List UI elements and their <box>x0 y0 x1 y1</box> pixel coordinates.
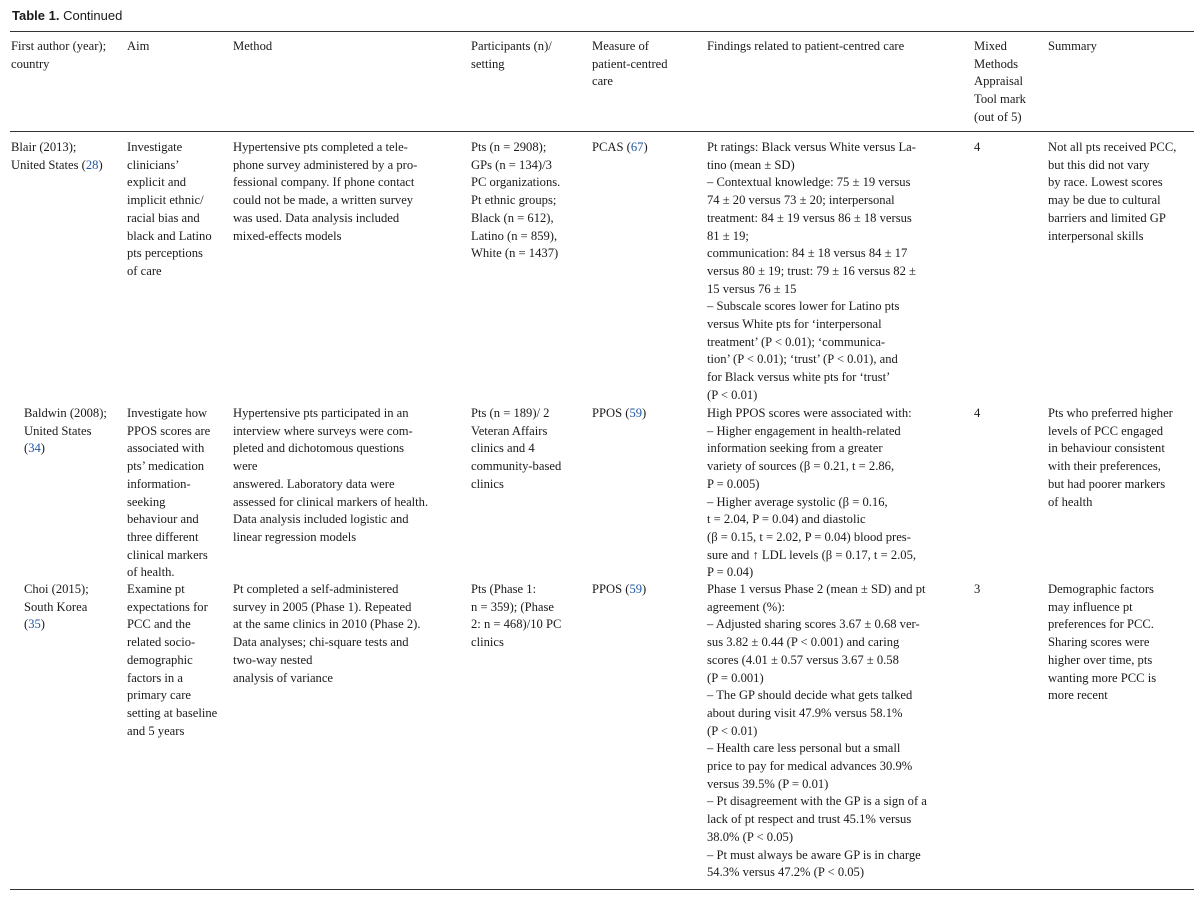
row-2-findings: High PPOS scores were associated with: – Higher engagement in health-related information seeking from a greater variety of sources (β = 0.21, t = 2.86, P = 0.005) – Higher average systolic (β = 0.16, t = 2.04, P = 0.04) and diastolic (β = 0.15, t = 2.02, P = 0.04) blood pres- sure and ↑ LDL levels (β = 0.17, t = 2.05, P = 0.04) <box>707 406 917 580</box>
row-2-author-ref-link[interactable]: 34 <box>28 441 41 456</box>
row-2-method: Hypertensive pts participated in an interview where surveys were com- pleted and dichotomous questions were answered. Laboratory data were assessed for clinical markers of health. Data analysis included logistic and linear regression models <box>233 406 429 544</box>
row-1-author-text: Blair (2013); United States ( <box>11 140 86 172</box>
header-summary: Summary <box>1048 39 1097 53</box>
row-3-author <box>24 581 89 634</box>
row-2-mmat: 4 <box>974 406 981 420</box>
row-2-participants: Pts (n = 189)/ 2 Veteran Affairs clinics and 4 community-based clinics <box>471 406 562 491</box>
row-1-author-close: ) <box>98 157 103 172</box>
row-3-author-close: ) <box>40 617 45 632</box>
top-rule <box>10 31 1194 32</box>
header-author: First author (year); country <box>11 39 107 71</box>
row-3-measure-close: ) <box>642 582 647 596</box>
header-rule <box>10 131 1194 132</box>
row-3-participants: Pts (Phase 1: n = 359); (Phase 2: n = 468)/10 PC clinics <box>471 582 562 650</box>
row-2-measure <box>592 405 646 423</box>
row-3-aim: Examine pt expectations for PCC and the related socio- demographic factors in a primary care setting at baseline and 5 years <box>127 582 218 738</box>
header-findings: Findings related to patient-centred care <box>707 39 905 53</box>
row-1-measure-ref-link[interactable]: 67 <box>630 140 644 154</box>
row-1-author <box>11 139 103 174</box>
row-1-measure <box>592 139 648 157</box>
row-1-summary: Not all pts received PCC, but this did not vary by race. Lowest scores may be due to cultural barriers and limited GP interpersonal skills <box>1048 140 1177 243</box>
row-2-summary: Pts who preferred higher levels of PCC engaged in behaviour consistent with their preferences, but had poorer markers of health <box>1048 406 1173 509</box>
header-mmat: Mixed Methods Appraisal Tool mark (out of 5) <box>974 39 1026 124</box>
row-3-measure <box>592 581 646 599</box>
header-participants: Participants (n)/ setting <box>471 39 552 71</box>
row-2-aim: Investigate how PPOS scores are associated with pts’ medication information- seeking behaviour and three different clinical markers of health. <box>127 406 211 580</box>
row-1-author-ref-link[interactable]: 28 <box>85 157 99 172</box>
row-3-measure-ref-link[interactable]: 59 <box>629 582 643 596</box>
table-caption <box>12 8 122 23</box>
row-1-measure-close: ) <box>643 140 648 154</box>
row-1-participants: Pts (n = 2908); GPs (n = 134)/3 PC organizations. Pt ethnic groups; Black (n = 612), Latino (n = 859), White (n = 1437) <box>471 140 561 261</box>
row-2-measure-ref-link[interactable]: 59 <box>629 406 643 420</box>
row-2-author-close: ) <box>40 441 45 456</box>
row-3-mmat: 3 <box>974 582 981 596</box>
row-1-mmat: 4 <box>974 140 981 154</box>
table-caption-label: Table 1. <box>12 8 60 23</box>
row-3-summary: Demographic factors may influence pt preferences for PCC. Sharing scores were higher over time, pts wanting more PCC is more recent <box>1048 582 1157 703</box>
row-2-author <box>24 405 107 458</box>
header-aim: Aim <box>127 39 150 53</box>
row-3-author-ref-link[interactable]: 35 <box>28 617 41 632</box>
row-2-author-text: Baldwin (2008); United States ( <box>24 406 107 456</box>
row-1-aim: Investigate clinicians’ explicit and implicit ethnic/ racial bias and black and Latino pts perceptions of care <box>127 140 212 278</box>
row-3-measure-text: PPOS ( <box>592 582 630 596</box>
row-3-method: Pt completed a self-administered survey in 2005 (Phase 1). Repeated at the same clinics in 2010 (Phase 2). Data analyses; chi-square tests and two-way nested analysis of variance <box>233 582 421 685</box>
row-3-author-text: Choi (2015); South Korea ( <box>24 582 89 632</box>
header-measure: Measure of patient-centred care <box>592 39 668 89</box>
row-3-findings: Phase 1 versus Phase 2 (mean ± SD) and pt agreement (%): – Adjusted sharing scores 3.67 ± 0.68 ver- sus 3.82 ± 0.44 (P < 0.001) and caring scores (4.01 ± 0.57 versus 3.67 ± 0.58 (P = 0.001) – The GP should decide what gets talked about during visit 47.9% versus 58.1% (P < 0.01) – Health care less personal but a small price to pay for medical advances 30.9% versus 39.5% (P = 0.01) – Pt disagreement with the GP is a sign of a lack of pt respect and trust 45.1% versus 38.0% (P < 0.05) – Pt must always be aware GP is in charge 54.3% versus 47.2% (P < 0.05) <box>707 582 927 880</box>
bottom-rule <box>10 889 1194 890</box>
row-1-method: Hypertensive pts completed a tele- phone survey administered by a pro- fessional company. If phone contact could not be made, a written survey was used. Data analysis included mixed-effects models <box>233 140 418 243</box>
row-1-findings: Pt ratings: Black versus White versus La- tino (mean ± SD) – Contextual knowledge: 75 ± 19 versus 74 ± 20 versus 73 ± 20; interpersonal treatment: 84 ± 19 versus 86 ± 18 versus 81 ± 19; communication: 84 ± 18 versus 84 ± 17 versus 80 ± 19; trust: 79 ± 16 versus 82 ± 15 versus 76 ± 15 – Subscale scores lower for Latino pts versus White pts for ‘interpersonal treatment’ (P < 0.01); ‘communica- tion’ (P < 0.01); ‘trust’ (P < 0.01), and for Black versus white pts for ‘trust’ (P < 0.01) <box>707 140 916 402</box>
table-caption-text: Continued <box>63 8 123 23</box>
row-2-measure-text: PPOS ( <box>592 406 630 420</box>
row-1-measure-text: PCAS ( <box>592 140 631 154</box>
header-method: Method <box>233 39 273 53</box>
row-2-measure-close: ) <box>642 406 647 420</box>
